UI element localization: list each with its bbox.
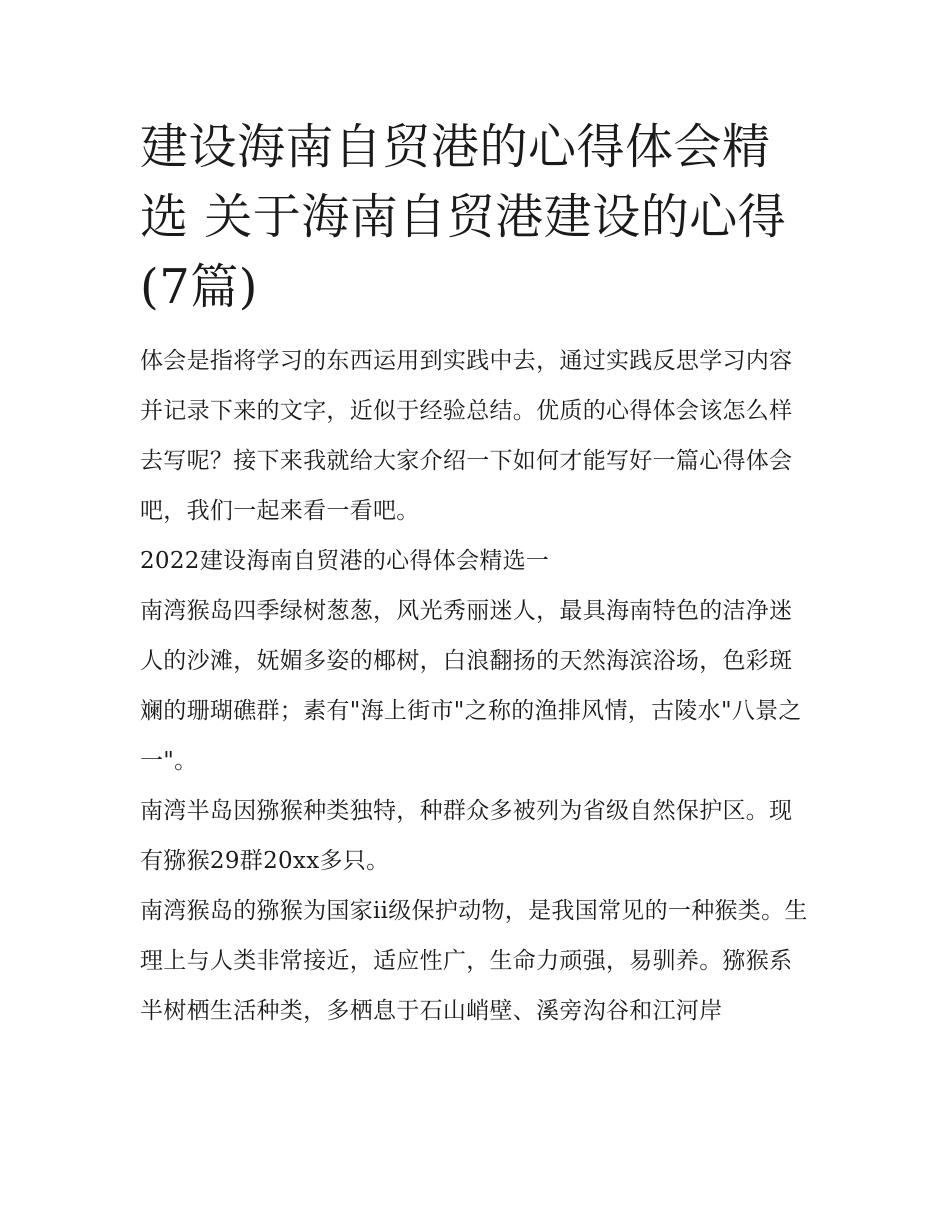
section-heading: 2022建设海南自贸港的心得体会精选一	[140, 548, 550, 574]
document-title: 建设海南自贸港的心得体会精选 关于海南自贸港建设的心得(7篇)	[140, 119, 787, 315]
body-paragraph: 南湾半岛因猕猴种类独特，种群众多被列为省级自然保护区。现有猕猴29群20xx多只。	[140, 798, 793, 874]
body-paragraph: 南湾猴岛四季绿树葱葱，风光秀丽迷人，最具海南特色的洁净迷人的沙滩，妩媚多姿的椰树，白浪翻扬的天然海滨浴场，色彩斑斓的珊瑚礁群；素有"海上街市"之称的渔排风情，古陵水"八景之一"。	[140, 598, 802, 774]
document-page	[140, 112, 812, 1036]
intro-paragraph: 体会是指将学习的东西运用到实践中去，通过实践反思学习内容并记录下来的文字，近似于经验总结。优质的心得体会该怎么样去写呢？接下来我就给大家介绍一下如何才能写好一篇心得体会吧，我们一起来看一看吧。	[140, 348, 793, 524]
body-paragraph: 南湾猴岛的猕猴为国家ii级保护动物，是我国常见的一种猴类。生理上与人类非常接近，适应性广，生命力顽强，易驯养。猕猴系半树栖生活种类，多栖息于石山峭壁、溪旁沟谷和江河岸	[140, 898, 808, 1024]
